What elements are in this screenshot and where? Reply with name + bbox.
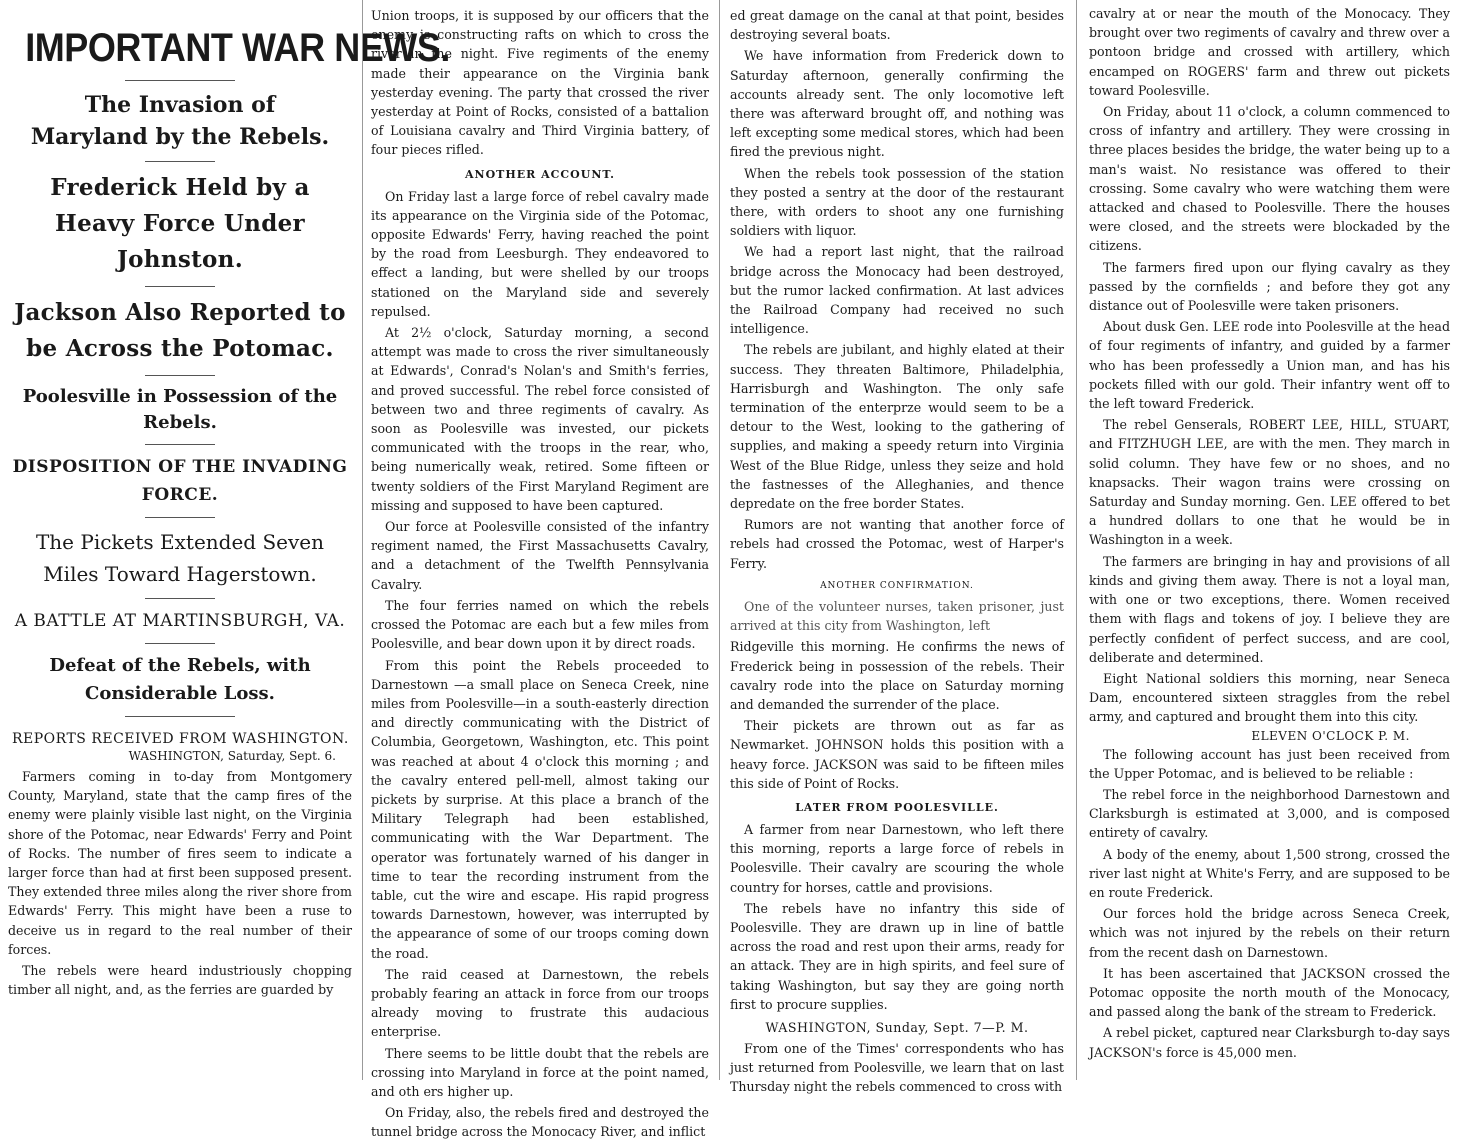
paragraph: The rebels have no infantry this side of Poolesville. They are drawn up in line of battle across the road and rest upon their arms, ready for an attack. They are in high spirits, and feel sure of taking Washington, but say they are going north first to procure supplies. xyxy=(730,900,1064,1012)
headline-5: DISPOSITION OF THE INVADING FORCE. xyxy=(12,457,348,505)
paragraph: Our force at Poolesville consisted of the infantry regiment named, the First Massachusetts Cavalry, and a detachment of the Twelfth Pennsylvania Cavalry. xyxy=(371,519,709,592)
headline-4: Poolesville in Possession of the Rebels. xyxy=(22,386,338,433)
masthead-title: IMPORTANT WAR NEWS. xyxy=(25,26,450,70)
paragraph: About dusk Gen. LEE rode into Poolesville at the head of four regiments of infantry, and guided by a farmer who has been professedly a Union man, and has his pockets filled with our gold. Their infantry went off to the left toward Frederick. xyxy=(1089,319,1450,412)
column-3 xyxy=(719,0,1072,1095)
paragraph: It has been ascertained that JACKSON crossed the Potomac opposite the north mouth of the Monocacy, and passed along the bank of the stream to Frederick. xyxy=(1089,965,1450,1020)
subhead: LATER FROM POOLESVILLE. xyxy=(795,800,999,814)
paragraph-faded: One of the volunteer nurses, taken prisoner, just arrived at this city from Washington, left xyxy=(730,598,1064,634)
article-body xyxy=(730,6,1064,1097)
paragraph: ed great damage on the canal at that point, besides destroying several boats. xyxy=(730,8,1064,43)
paragraph: The raid ceased at Darnestown, the rebels probably fearing an attack in force from our troops already moving to frustrate this audacious enterprise. xyxy=(371,966,709,1040)
paragraph: Our forces hold the bridge across Seneca Creek, which was not injured by the rebels on their return from the recent dash on Darnestown. xyxy=(1089,906,1450,960)
divider xyxy=(145,598,215,599)
paragraph: We have information from Frederick down to Saturday afternoon, generally confirming the accounts already sent. The only locomotive left there was afterward brought off, and nothing was left excepting some medical stores, which had been fired the previous night. xyxy=(730,48,1064,160)
divider xyxy=(145,517,215,518)
paragraph: The four ferries named on which the rebels crossed the Potomac are each but a few miles from Poolesville, and bear down upon it by direct roads. xyxy=(371,597,709,652)
headline-6: The Pickets Extended Seven Miles Toward Hagerstown. xyxy=(35,530,325,586)
headline-7: A BATTLE AT MARTINSBURGH, VA. xyxy=(14,611,346,631)
headline-8: Defeat of the Rebels, with Considerable Loss. xyxy=(49,655,311,704)
paragraph: From one of the Times' correspondents who has just returned from Poolesville, we learn that on last Thursday night the rebels commenced to cross with xyxy=(730,1040,1064,1095)
paragraph: cavalry at or near the mouth of the Monocacy. They brought over two regiments of cavalry and threw over a pontoon bridge and crossed with artillery, which encamped on ROGERS' farm and threw out pickets toward Poolesville. xyxy=(1089,6,1450,98)
paragraph: There seems to be little doubt that the rebels are crossing into Maryland in force at the point named, and oth ers higher up. xyxy=(371,1045,709,1099)
paragraph: The rebel force in the neighborhood Darnestown and Clarksburgh is estimated at 3,000, and is composed entirety of cavalry. xyxy=(1089,786,1450,841)
divider xyxy=(145,286,215,287)
paragraph: Rumors are not wanting that another force of rebels had crossed the Potomac, west of Harper's Ferry. xyxy=(730,517,1064,571)
column-1 xyxy=(0,0,450,1080)
headline-3: Jackson Also Reported to be Across the Potomac. xyxy=(14,299,346,362)
paragraph: From this point the Rebels proceeded to Darnestown —a small place on Seneca Creek, nine miles from Poolesville—in a south-easterly direction and directly communicating with the District of Columbia, Georgetown, Washington, etc. This point was reached at about 4 o'clock this morning ; and the cavalry entered pell-mell, almost taking our pickets by surprise. At this place a branch of the Military Telegraph had been established, communicating with the War Department. The operator was fortunately warned of his danger in time to tear the recording instrument from the table, cut the wire and escape. His rapid progress towards Darnestown, however, was interrupted by the appearance of some of our troops coming down the road. xyxy=(371,657,709,961)
divider xyxy=(145,444,215,445)
time-signature: ELEVEN O'CLOCK P. M. xyxy=(1251,728,1410,743)
column-2 xyxy=(362,0,717,1140)
article-body xyxy=(371,6,709,1142)
divider xyxy=(145,643,215,644)
paragraph: On Friday last a large force of rebel cavalry made its appearance on the Virginia side of the Potomac, opposite Edwards' Ferry, having reached the point by the road from Leesburgh. They endeavored to effect a landing, but were shelled by our troops stationed on the Maryland side and severely repulsed. xyxy=(371,188,709,319)
paragraph: Their pickets are thrown out as far as Newmarket. JOHNSON holds this position with a heavy force. JACKSON was said to be fifteen miles this side of Point of Rocks. xyxy=(730,718,1064,791)
paragraph: Ridgeville this morning. He confirms the news of Frederick being in possession of the rebels. Their cavalry rode into the place on Saturday morning and demanded the surrender of the place. xyxy=(730,639,1064,712)
dateline: WASHINGTON, Sunday, Sept. 7—P. M. xyxy=(765,1019,1029,1035)
paragraph: The following account has just been received from the Upper Potomac, and is believed to be reliable : xyxy=(1089,746,1450,781)
paragraph: At 2½ o'clock, Saturday morning, a second attempt was made to cross the river simultaneously at Edwards', Conrad's Nolan's and Smith's ferries, and proved successful. The rebel force consisted of between two and three regiments of cavalry. As soon as Poolesville was invested, our pickets communicated with the troops in the rear, who, being numerically weak, retired. Some fifteen or twenty soldiers of the First Maryland Regiment are missing and supposed to have been captured. xyxy=(371,325,709,513)
article-body xyxy=(8,767,352,999)
paragraph: A body of the enemy, about 1,500 strong, crossed the river last night at White's Ferry, and are supposed to be en route Frederick. xyxy=(1089,846,1450,900)
paragraph: The rebel Genserals, ROBERT LEE, HILL, STUART, and FITZHUGH LEE, are with the men. They march in solid column. They have few or no shoes, and no knapsacks. Their wagon trains were crossing on Saturday and Sunday morning. Gen. LEE offered to bet a hundred dollars to one that he would be in Washington in a week. xyxy=(1089,417,1450,548)
subhead: ANOTHER ACCOUNT. xyxy=(465,167,615,181)
paragraph: We had a report last night, that the railroad bridge across the Monocacy had been destroyed, but the rumor lacked confirmation. At last advices the Railroad Company had received no such intelligence. xyxy=(730,244,1064,337)
paragraph: The rebels were heard industriously chopping timber all night, and, as the ferries are guarded by xyxy=(8,963,352,998)
divider xyxy=(145,375,215,376)
section-heading: REPORTS RECEIVED FROM WASHINGTON. xyxy=(12,731,349,747)
divider xyxy=(125,80,235,81)
headline-2: Frederick Held by a Heavy Force Under Johnston. xyxy=(50,174,310,273)
column-4 xyxy=(1076,0,1462,1080)
paragraph: On Friday, about 11 o'clock, a column commenced to cross of infantry and artillery. They were crossing in three places besides the bridge, the water being up to a man's waist. No resistance was offered to their crossing. Some cavalry who were watching them were attacked and chased to Poolesville. There the houses were closed, and the streets were blockaded by the citizens. xyxy=(1089,104,1450,254)
subhead: ANOTHER CONFIRMATION. xyxy=(820,580,974,591)
paragraph: Eight National soldiers this morning, near Seneca Dam, encountered sixteen straggles from the rebel army, and captured and brought them into this city. xyxy=(1089,670,1450,725)
article-body xyxy=(1089,4,1450,1062)
paragraph: A rebel picket, captured near Clarksburgh to-day says JACKSON's force is 45,000 men. xyxy=(1089,1025,1450,1060)
paragraph: Union troops, it is supposed by our officers that the enemy is constructing rafts on which to cross the river in the night. Five regiments of the enemy made their appearance on the Virginia bank yesterday evening. The party that crossed the river yesterday at Point of Rocks, consisted of a battalion of Louisiana cavalry and Third Virginia battery, of four pieces rifled. xyxy=(371,8,709,158)
dateline: WASHINGTON, Saturday, Sept. 6. xyxy=(128,749,336,763)
paragraph: A farmer from near Darnestown, who left there this morning, reports a large force of rebels in Poolesville. Their cavalry are scouring the whole country for horses, cattle and provisions. xyxy=(730,821,1064,895)
headline-1: The Invasion of Maryland by the Rebels. xyxy=(30,92,330,150)
paragraph: The farmers are bringing in hay and provisions of all kinds and giving them away. There is not a loyal man, with one or two exceptions, there. Women received them with flags and tokens of joy. I believe they are perfectly confident of perfect success, and are cool, deliberate and determined. xyxy=(1089,553,1450,665)
paragraph: When the rebels took possession of the station they posted a sentry at the door of the restaurant there, with orders to shoot any one furnishing soldiers with liquor. xyxy=(730,165,1064,239)
divider xyxy=(145,161,215,162)
paragraph: The rebels are jubilant, and highly elated at their success. They threaten Baltimore, Philadelphia, Harrisburgh and Washington. The only safe termination of the enterprze would seem to be a detour to the West, looking to the gathering of supplies, and making a speedy return into Virginia West of the Blue Ridge, unless they seize and hold the fastnesses of the Alleghanies, and thence depredate on the free border States. xyxy=(730,342,1064,512)
paragraph: The farmers fired upon our flying cavalry as they passed by the cornfields ; and before they got any distance out of Poolesville were taken prisoners. xyxy=(1089,259,1450,314)
divider xyxy=(125,716,235,717)
paragraph: Farmers coming in to-day from Montgomery County, Maryland, state that the camp fires of the enemy were plainly visible last night, on the Virginia shore of the Potomac, near Edwards' Ferry and Point of Rocks. The number of fires seem to indicate a larger force than had at first been supposed present. They extended three miles along the river shore from Edwards' Ferry. This might have been a ruse to deceive us in regard to the real number of their forces. xyxy=(8,769,352,957)
paragraph: On Friday, also, the rebels fired and destroyed the tunnel bridge across the Monocacy River, and inflict xyxy=(371,1105,709,1140)
